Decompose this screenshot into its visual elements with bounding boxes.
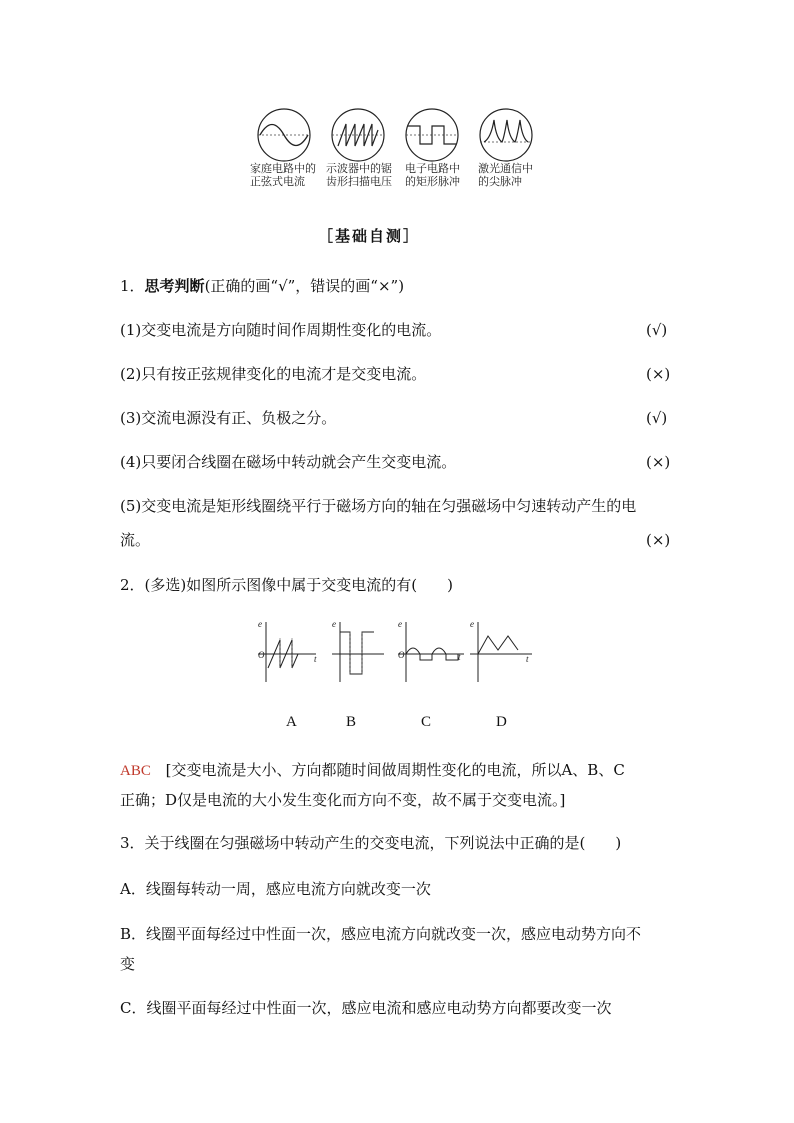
q1-item-5-cont: 流。 [120, 531, 151, 549]
q1-mark-1: (√) [646, 321, 668, 339]
caption-spike [478, 162, 558, 188]
axis-o-label: O [258, 650, 265, 660]
graph-d [470, 619, 532, 682]
caption-rect [405, 162, 485, 188]
axis-e-label: e [332, 619, 336, 629]
q1-item-1: (1)交变电流是方向随时间作周期性变化的电流。 [120, 321, 442, 339]
q3-option-b: B．线圈平面每经过中性面一次，感应电流方向就改变一次，感应电动势方向不 [120, 925, 642, 943]
q1-hint: (正确的画“√”，错误的画“×”) [204, 277, 405, 295]
axis-o-label: O [398, 650, 405, 660]
graph-b [332, 619, 384, 682]
axis-t-label: t [458, 652, 461, 662]
q2-explain-1: [交变电流是大小、方向都随时间做周期性变化的电流，所以A、B、C [165, 761, 625, 779]
caption-sine [250, 162, 330, 188]
axis-e-label: e [258, 619, 262, 629]
q1-mark-5: (×) [646, 531, 671, 549]
q2-stem: 2．(多选)如图所示图像中属于交变电流的有( ) [120, 576, 453, 594]
rectangular-pulse-icon [406, 109, 458, 161]
sine-wave-icon [258, 109, 310, 161]
q1-number: 1． [120, 277, 145, 295]
axis-t-label: t [526, 654, 529, 664]
q1-item-3: (3)交流电源没有正、负极之分。 [120, 409, 337, 427]
q1-heading [120, 276, 404, 296]
q2-answer-line [120, 760, 625, 781]
q3-option-c: C．线圈平面每经过中性面一次，感应电流和感应电动势方向都要改变一次 [120, 999, 612, 1017]
axis-e-label: e [398, 619, 402, 629]
q1-item-2: (2)只有按正弦规律变化的电流才是交变电流。 [120, 365, 427, 383]
q3-stem: 3．关于线圈在匀强磁场中转动产生的交变电流，下列说法中正确的是( ) [120, 834, 622, 852]
q1-mark-4: (×) [646, 453, 671, 471]
caption-sawtooth [326, 162, 406, 188]
caption-line: 电子电路中 [405, 162, 460, 175]
caption-line: 的尖脉冲 [478, 175, 522, 188]
sawtooth-wave-icon [332, 109, 384, 161]
spike-pulse-icon [480, 109, 532, 161]
caption-line: 齿形扫描电压 [326, 175, 392, 188]
q1-title: 思考判断 [144, 277, 205, 295]
caption-line: 正弦式电流 [250, 175, 305, 188]
q1-item-5: (5)交变电流是矩形线圈绕平行于磁场方向的轴在匀强磁场中匀速转动产生的电 [120, 497, 637, 515]
graph-c [398, 619, 464, 682]
caption-line: 的矩形脉冲 [405, 175, 460, 188]
q1-mark-2: (×) [646, 365, 671, 383]
section-title: ［基础自测］ [318, 227, 421, 245]
axis-t-label: t [314, 654, 317, 664]
q2-option-d: D [496, 714, 507, 730]
q2-option-b: B [346, 714, 357, 730]
q2-explain-2: 正确；D仅是电流的大小发生变化而方向不变，故不属于交变电流。] [120, 791, 566, 809]
q2-option-c: C [421, 714, 432, 730]
q2-answer: ABC [120, 763, 151, 779]
graph-a [258, 619, 317, 682]
caption-line: 家庭电路中的 [250, 162, 316, 175]
caption-line: 示波器中的锯 [326, 162, 392, 175]
axis-e-label: e [470, 619, 474, 629]
q2-graphs [254, 618, 534, 684]
q2-option-a: A [286, 714, 297, 730]
q3-option-a: A．线圈每转动一周，感应电流方向就改变一次 [120, 880, 431, 898]
q3-option-b-cont: 变 [120, 955, 136, 973]
q1-item-4: (4)只要闭合线圈在磁场中转动就会产生交变电流。 [120, 453, 457, 471]
q1-mark-3: (√) [646, 409, 668, 427]
caption-line: 激光通信中 [478, 162, 533, 175]
waveform-illustrations [250, 104, 550, 166]
